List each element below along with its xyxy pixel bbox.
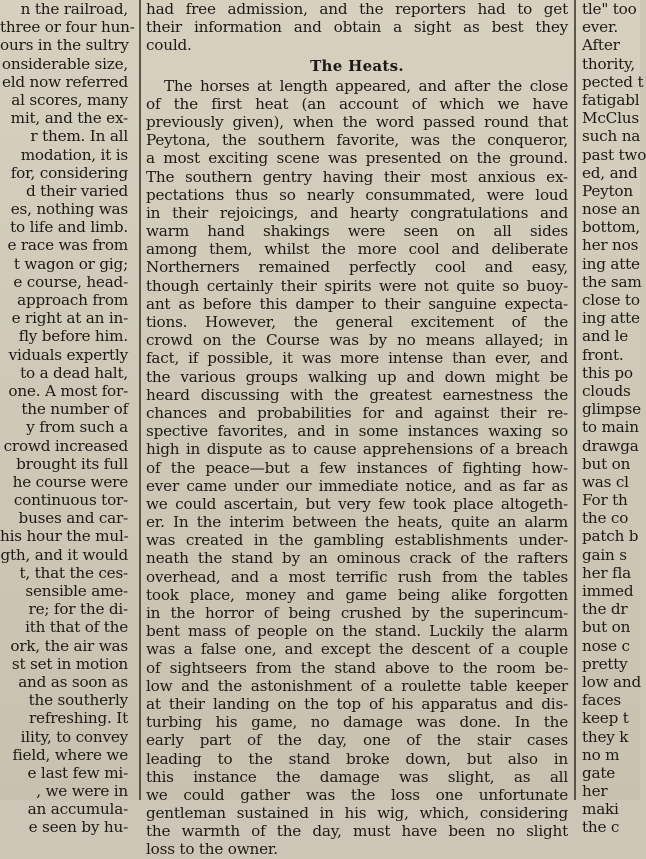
body-line: The southern gentry having their most anxious ex- xyxy=(146,167,568,186)
right-column-line: low and xyxy=(582,672,641,691)
body-line: at their landing on the top of his apparatus and dis- xyxy=(146,694,568,713)
left-column-line: an accumula- xyxy=(27,800,128,819)
right-column-line: ing atte xyxy=(582,254,640,273)
body-line: was a false one, and except the descent of a couple xyxy=(146,640,568,659)
left-column-line: buses and car- xyxy=(18,509,128,528)
left-column-line: approach from xyxy=(17,291,128,309)
body-line: pectations thus so nearly consummated, were loud xyxy=(146,185,568,204)
left-column-line: , we were in xyxy=(36,782,128,801)
left-column-line: modation, it is xyxy=(20,145,128,164)
left-column-line: e course, head- xyxy=(13,272,128,291)
body-line: this instance the damage was slight, as all xyxy=(146,767,568,786)
left-column-line: for, considering xyxy=(10,163,128,182)
body-line: of the first heat (an account of which we have xyxy=(146,94,568,113)
right-column-line: immed xyxy=(582,582,634,600)
left-column-line: st set in motion xyxy=(11,654,128,673)
right-column-line: McClus xyxy=(582,109,639,128)
right-column-line: to main xyxy=(582,418,639,437)
left-column-line: the number of xyxy=(21,400,128,419)
body-line: the warmth of the day, must have been no slight xyxy=(146,822,568,841)
body-line: bent mass of people on the stand. Luckily the alarm xyxy=(146,622,568,641)
body-line: we could gather was the loss one unfortunate xyxy=(146,785,568,804)
body-line: crowd on the Course was by no means allayed; in xyxy=(146,331,568,350)
body-line: gentleman sustained in his wig, which, considering xyxy=(146,804,568,823)
left-column-line: brought its full xyxy=(16,454,128,473)
body-line: Peytona, the southern favorite, was the conqueror, xyxy=(146,131,568,150)
body-line: The horses at length appeared, and after the close xyxy=(164,76,568,95)
body-line: was created in the gambling establishments under- xyxy=(146,531,568,550)
body-line: Northerners remained perfectly cool and easy, xyxy=(146,258,568,277)
body-line: fact, if possible, it was more intense than ever, and xyxy=(146,349,568,368)
right-column-line: close to xyxy=(582,291,640,309)
body-line: we could ascertain, but very few took place altogeth- xyxy=(146,494,568,513)
right-column-line: this po xyxy=(582,363,633,382)
left-column-line: e seen by hu- xyxy=(28,818,128,837)
left-column-line: his hour the mul- xyxy=(0,527,129,546)
body-line: turbing his game, no damage was done. In the xyxy=(146,713,568,732)
left-column-line: ility, to convey xyxy=(20,727,128,746)
left-column-line: es, nothing was xyxy=(10,200,128,219)
right-column-line: ing atte xyxy=(582,309,640,328)
intro-line: could. xyxy=(146,36,192,55)
right-column xyxy=(582,0,646,837)
body-line: high in dispute as to cause apprehensions of a breach xyxy=(146,440,568,459)
right-column-line: keep t xyxy=(582,709,629,728)
right-column-line: nose an xyxy=(582,200,640,219)
body-line: ant as before this damper to their sanguine expecta- xyxy=(146,294,568,313)
left-column-line: y from such a xyxy=(26,418,128,437)
left-column-line: re; for the di- xyxy=(28,600,128,619)
body-line: early part of the day, one of the stair cases xyxy=(146,731,568,750)
column-rule-right xyxy=(574,0,576,800)
intro-line: had free admission, and the reporters had to get xyxy=(146,0,568,18)
body-line: ever came under our immediate notice, and as far as xyxy=(146,476,568,495)
body-line: in their rejoicings, and hearty congratulations and xyxy=(146,203,568,222)
main-column xyxy=(146,0,568,859)
body-line: overhead, and a most terrific rush from the tables xyxy=(146,567,568,586)
right-column-line: the co xyxy=(582,509,629,528)
body-line: tions. However, the general excitement of the xyxy=(146,313,568,331)
right-column-line: nose c xyxy=(582,636,630,655)
right-column-line: fatigabl xyxy=(582,90,640,109)
left-column-line: e last few mi- xyxy=(27,763,128,782)
left-column-line: and as soon as xyxy=(18,672,128,691)
right-column-line: maki xyxy=(582,800,619,819)
right-column-line: drawga xyxy=(582,436,639,455)
left-column-line: d their varied xyxy=(25,181,128,200)
right-column-line: but on xyxy=(582,618,631,637)
left-column-line: r them. In all xyxy=(30,127,128,146)
body-line: spective favorites, and in some instances waxing so xyxy=(146,422,568,441)
left-column-line: e race was from xyxy=(7,236,128,255)
right-column-line: they k xyxy=(582,727,629,746)
right-column-line: her xyxy=(582,782,608,801)
body-line: of sightseers from the stand above to the room be- xyxy=(146,658,568,677)
right-column-line: front. xyxy=(582,345,624,364)
right-column-line: the dr xyxy=(582,600,628,619)
left-column-line: to a dead halt, xyxy=(20,363,128,382)
left-column-line: viduals expertly xyxy=(8,345,128,364)
right-column-line: For th xyxy=(582,491,628,510)
main-body xyxy=(146,77,568,859)
left-column-line: t, that the ces- xyxy=(19,563,128,582)
body-line: neath the stand by an ominous crack of the rafters xyxy=(146,549,568,568)
main-intro xyxy=(146,0,568,55)
left-column-line: mit, and the ex- xyxy=(10,109,128,128)
left-column-line: sensible ame- xyxy=(25,582,128,600)
left-column-line: onsiderable size, xyxy=(1,54,128,73)
right-column-line: After xyxy=(582,36,620,55)
right-column-line: gain s xyxy=(582,545,627,564)
section-heading: The Heats. xyxy=(310,56,404,75)
right-column-line: patch b xyxy=(582,527,639,546)
right-column-line: no m xyxy=(582,745,620,764)
body-line: previously given), when the word passed round that xyxy=(146,112,568,131)
right-column-line: but on xyxy=(582,454,631,473)
right-column-line: tle" too xyxy=(582,0,637,18)
right-column-line: pected t xyxy=(582,72,644,91)
left-column-line: crowd increased xyxy=(3,436,128,455)
right-column-line: gate xyxy=(582,763,616,782)
right-column-line: Peyton xyxy=(582,181,633,200)
left-column-line: refreshing. It xyxy=(28,709,128,728)
right-column-line: glimpse xyxy=(582,400,641,419)
right-column-line: ed, and xyxy=(582,163,638,182)
body-line: loss to the owner. xyxy=(146,840,278,859)
right-column-line: and le xyxy=(582,327,629,346)
column-rule-left xyxy=(139,0,141,800)
right-column-line: the sam xyxy=(582,272,642,291)
body-line: a most exciting scene was presented on the ground. xyxy=(146,149,568,168)
right-column-line: faces xyxy=(582,691,621,710)
left-column-line: ours in the sultry xyxy=(0,36,129,55)
left-column-line: e right at an in- xyxy=(11,309,128,328)
body-line: leading to the stand broke down, but also in xyxy=(146,749,568,768)
left-column xyxy=(0,0,135,837)
body-line: chances and probabilities for and against their re- xyxy=(146,403,568,422)
left-column-line: he course were xyxy=(12,472,128,491)
right-column-line: such na xyxy=(582,127,641,146)
left-column-line: to life and limb. xyxy=(10,218,128,237)
body-line: heard discussing with the greatest earnestness the xyxy=(146,385,568,404)
body-line: low and the astonishment of a roulette table keeper xyxy=(146,676,568,695)
right-column-line: ever. xyxy=(582,18,618,37)
intro-line: their information and obtain a sight as best they xyxy=(146,18,568,37)
left-column-line: three or four hun- xyxy=(0,18,135,37)
body-line: the various groups walking up and down might be xyxy=(146,367,568,386)
right-column-line: pretty xyxy=(582,654,628,673)
left-column-line: continuous tor- xyxy=(13,491,128,510)
left-column-line: n the railroad, xyxy=(20,0,128,18)
body-line: er. In the interim between the heats, quite an alarm xyxy=(146,513,568,532)
left-column-line: eld now referred xyxy=(1,72,128,91)
left-column-line: gth, and it would xyxy=(0,545,128,564)
body-line: of the peace—but a few instances of fighting how- xyxy=(146,458,568,477)
left-column-line: the southerly xyxy=(28,691,128,710)
right-column-line: the c xyxy=(582,818,620,837)
right-column-line: was cl xyxy=(582,472,629,491)
left-column-line: field, where we xyxy=(12,745,128,764)
body-line: though certainly their spirits were not quite so buoy- xyxy=(146,276,568,295)
right-column-line: bottom, xyxy=(582,218,641,237)
left-column-line: fly before him. xyxy=(18,327,128,346)
body-line: warm hand shakings were seen on all sides xyxy=(146,222,568,241)
right-column-line: her fla xyxy=(582,563,631,582)
right-column-line: past two xyxy=(582,145,646,164)
body-line: took place, money and game being alike forgotten xyxy=(146,585,568,604)
left-column-line: t wagon or gig; xyxy=(13,254,128,273)
body-line: among them, whilst the more cool and deliberate xyxy=(146,240,568,259)
left-column-line: one. A most for- xyxy=(8,381,128,400)
right-column-line: thority, xyxy=(582,54,636,73)
left-column-line: ith that of the xyxy=(25,618,128,637)
left-column-line: al scores, many xyxy=(11,90,128,109)
left-column-line: ork, the air was xyxy=(10,636,128,655)
right-column-line: her nos xyxy=(582,236,639,255)
body-line: in the horror of being crushed by the superincum- xyxy=(146,604,568,622)
right-column-line: clouds xyxy=(582,381,631,400)
